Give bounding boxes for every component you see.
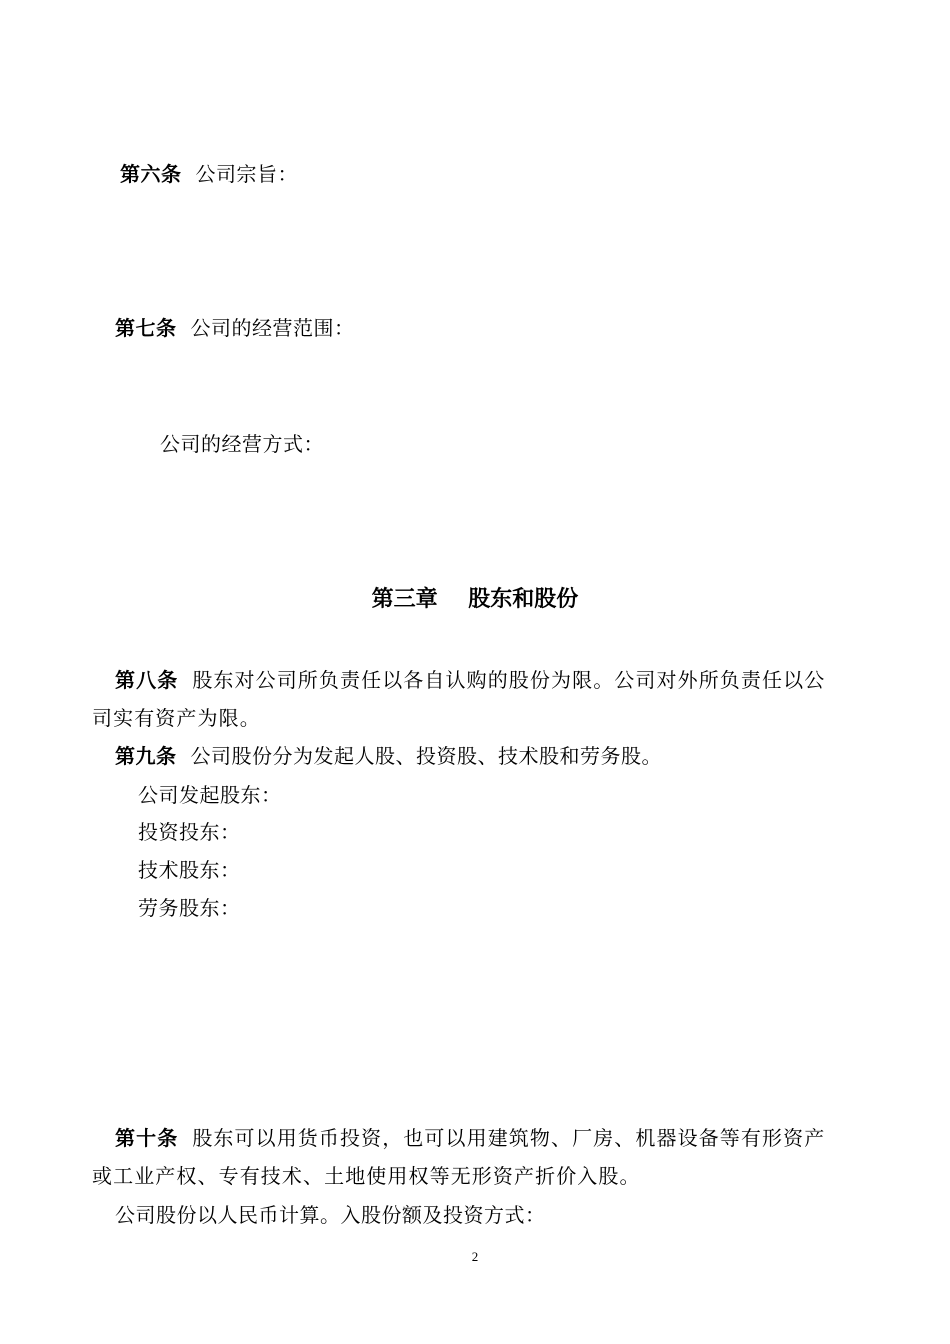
article-10-line-2: 或工业产权、专有技术、土地使用权等无形资产折价入股。 — [92, 1164, 641, 1188]
article-8-label: 第八条 — [115, 668, 179, 692]
page-number: 2 — [471, 1249, 479, 1264]
article-8-line-2: 司实有资产为限。 — [92, 706, 261, 730]
article-9-text: 公司股份分为发起人股、投资股、技术股和劳务股。 — [190, 744, 662, 768]
shareholder-labor: 劳务股东： — [138, 896, 241, 920]
article-7-text: 公司的经营范围： — [190, 316, 355, 340]
article-10-text-1: 股东可以用货币投资，也可以用建筑物、厂房、机器设备等有形资产 — [192, 1126, 826, 1150]
article-8-text-1: 股东对公司所负责任以各自认购的股份为限。公司对外所负责任以公 — [192, 668, 826, 692]
chapter-3-heading: 第三章 股东和股份 — [371, 587, 579, 612]
article-6 — [120, 162, 298, 186]
article-6-label: 第六条 — [120, 162, 182, 186]
article-9 — [115, 744, 662, 768]
shareholder-founder: 公司发起股东： — [138, 783, 282, 807]
shareholder-investor: 投资投东： — [138, 820, 241, 844]
article-8-line-1 — [115, 668, 825, 692]
article-9-label: 第九条 — [115, 744, 177, 768]
article-10-label: 第十条 — [115, 1126, 179, 1150]
shareholder-technical: 技术股东： — [138, 858, 241, 882]
business-mode-line: 公司的经营方式： — [160, 432, 324, 456]
article-6-text: 公司宗旨： — [195, 162, 298, 186]
article-10-line-3: 公司股份以人民币计算。入股份额及投资方式： — [115, 1203, 546, 1227]
article-7 — [115, 316, 355, 340]
article-7-label: 第七条 — [115, 316, 177, 340]
article-10-line-1 — [115, 1126, 825, 1150]
